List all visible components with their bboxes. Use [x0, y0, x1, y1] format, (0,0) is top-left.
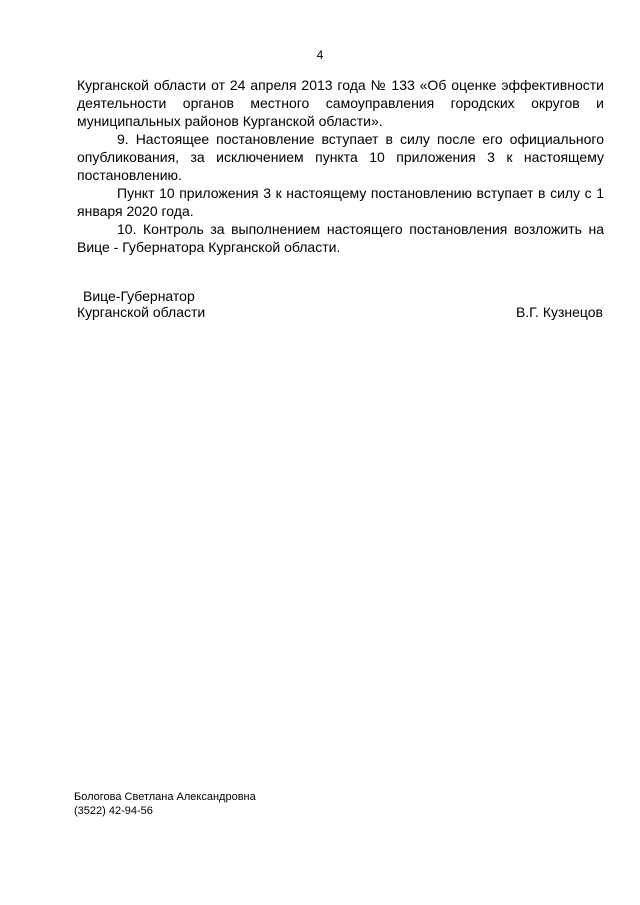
- executor-name: Бологова Светлана Александровна: [74, 791, 256, 803]
- document-body: [77, 76, 604, 256]
- paragraph-item-10-effective-date: Пункт 10 приложения 3 к настоящему постановлению вступает в силу с 1 января 2020 года.: [77, 185, 604, 219]
- signatory-name: В.Г. Кузнецов: [515, 304, 603, 320]
- signatory-title-line2: Курганской области: [77, 304, 206, 320]
- paragraph-item-10-control: 10. Контроль за выполнением настоящего постановления возложить на Вице - Губернатора Курганской области.: [77, 221, 604, 255]
- page-number: 4: [316, 48, 324, 62]
- executor-phone: (3522) 42-94-56: [74, 805, 153, 817]
- paragraph-item-9: 9. Настоящее постановление вступает в силу после его официального опубликования, за исключением пункта 10 приложения 3 к настоящему постановлению.: [77, 131, 604, 183]
- paragraph-continuation: Курганской области от 24 апреля 2013 года № 133 «Об оценке эффективности деятельности органов местного самоуправления городских округов и муниципальных районов Курганской области».: [77, 77, 604, 129]
- signatory-title-line1: Вице-Губернатор: [83, 288, 195, 304]
